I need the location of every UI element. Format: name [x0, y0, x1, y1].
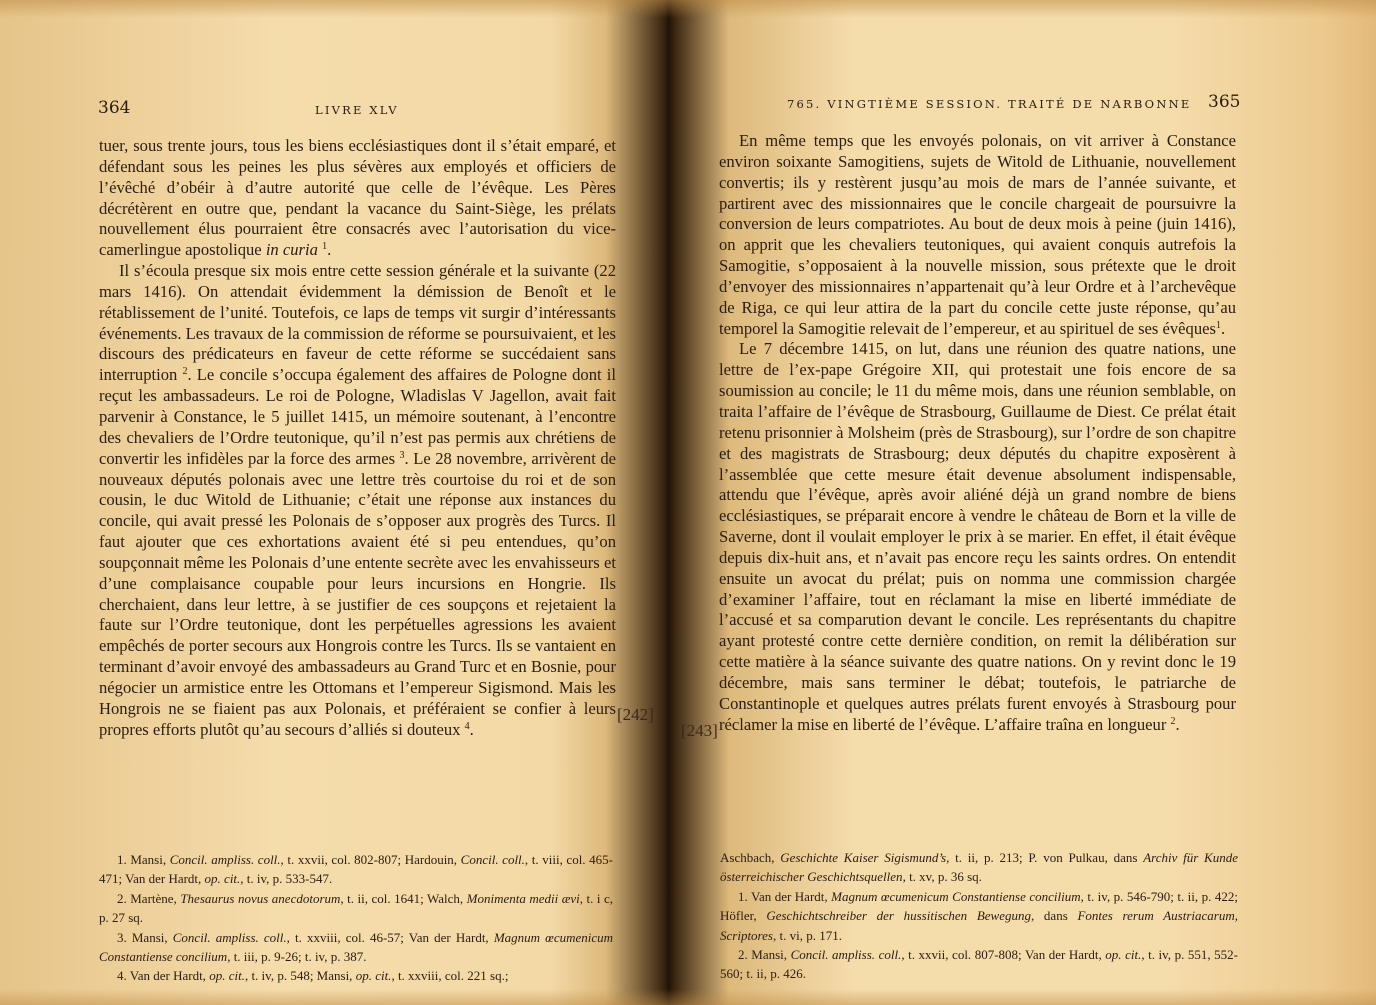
italic-text: Concil. coll. [460, 852, 525, 867]
footnote [99, 966, 613, 985]
text-run: 2. Martène, [117, 890, 181, 906]
text-run: tuer, sous trente jours, tous les biens ecclésiastiques dont il s’était emparé, et défendant sous les peines les plus sévères aux employés et officiers de l’évêché d’obéir à d’autre autorité que celle de l’évêque. Les Pères décrétèrent en outre que, pendant la vacance du Saint-Siège, les prélats nouvellement élus pourraient être consacrés avec l’autorisation du vice-camerlingue apostolique [99, 136, 616, 260]
right-margin-marker: [243] [681, 721, 718, 740]
text-run: , t. xv, p. 36 sq. [902, 869, 982, 885]
text-run: Aschbach, [720, 850, 781, 865]
italic-text: Concil. ampliss. coll. [172, 929, 287, 945]
text-run: , t. iv, p. 546-790; t. ii, p. 422; Höfler, [720, 888, 1238, 924]
text-run: Il s’écoula presque six mois entre cette session générale et la suivante (22 mars 1416). On attendait évidemment la démission de Benoît et le rétablissement de l’unité. Toutefois, ce laps de temps vit surgir d’intéressants événements. Les travaux de la commission de réforme se poursuivaient, et les discours des prédicateurs en faveur de cette réforme se succédaient sans interruption [99, 261, 616, 385]
text-run: , t. i c, p. 27 sq. [99, 890, 613, 926]
right-paragraph-list [719, 131, 1236, 735]
footnote [720, 887, 1238, 945]
text-run: , t. vi, p. 171. [772, 927, 842, 943]
italic-text: op. cit. [204, 871, 241, 887]
left-footnote-list [99, 850, 613, 986]
text-run: . Le concile s’occupa également des affaires de Pologne dont il reçut les ambassadeurs. Le roi de Pologne, Wladislas V Jagellon, avait fait parvenir à Constance, le 5 juillet 1415, un mémoire soutenant, à l’encontre des chevaliers de l’Ordre teutonique, qu’il n’est pas permis aux chrétiens de convertir les infidèles par la force des armes [99, 365, 617, 468]
italic-text: Monimenta medii ævi [466, 890, 580, 906]
text-run: , t. iv, p. 548; Mansi, [244, 968, 356, 984]
text-run: 1. Van der Hardt, [738, 888, 832, 904]
right-page-number: 365 [1208, 92, 1241, 112]
text-run: . [469, 719, 474, 739]
footnote-reference: 2 [1170, 715, 1176, 727]
italic-text: op. cit. [209, 968, 245, 984]
text-run: , t. iv, p. 551, 552-560; t. ii, p. 426. [720, 947, 1239, 982]
page-edge-top [0, 0, 1376, 18]
paragraph [719, 131, 1236, 339]
paragraph [719, 339, 1236, 735]
text-run: 3. Mansi, [117, 929, 173, 945]
italic-text: op. cit. [355, 968, 392, 984]
right-footnotes [720, 848, 1238, 984]
left-paragraph-list [99, 136, 616, 740]
text-run: , t. xxvii, col. 807-808; Van der Hardt, [901, 947, 1106, 963]
text-run: , t. ii, col. 1641; Walch, [340, 890, 467, 906]
text-run: . [1220, 318, 1226, 338]
text-run: 2. Mansi, [738, 947, 791, 963]
italic-text: Fontes rerum Austriacarum, Scriptores [720, 908, 1238, 943]
page-edge-bottom [0, 989, 1376, 1005]
italic-text: Concil. ampliss. coll. [790, 947, 902, 963]
left-body-text [99, 136, 616, 740]
footnote [720, 848, 1238, 887]
text-run: 4. Van der Hardt, [117, 968, 210, 984]
right-running-title: 765. VINGTIÈME SESSION. TRAITÉ DE NARBONNE [787, 97, 1192, 111]
paragraph [99, 136, 616, 261]
text-run: 1. Mansi, [117, 852, 170, 867]
right-footnote-list [720, 848, 1238, 984]
footnote-reference: 1 [1215, 319, 1221, 331]
italic-text: op. cit. [1105, 947, 1142, 963]
text-run: En même temps que les envoyés polonais, on vit arriver à Constance environ soixante Samogitiens, sujets de Witold de Lithuanie, nouvellement convertis; ils y restèrent jusqu’au mois de mars de l’année suivante, et partirent avec des missionnaires que le concile chargeait de poursuivre la conversion de leurs compatriotes. Au bout de deux mois à peine (juin 1416), on apprit que les chevaliers teutoniques, qui avaient conquis autrefois la Samogitie, s’opposaient à la nouvelle mission, sous prétexte que le droit d’envoyer des missionnaires n’appartenait qu’à leur Ordre et à l’archevêque de Riga, ce qui leur attira de la part du concile cette juste réponse, qu’au temporel la Samogitie relevait de l’empereur, et au spirituel de ses évêques [719, 131, 1236, 338]
italic-text: Concil. ampliss. coll. [169, 852, 281, 867]
italic-text: Thesaurus novus anecdotorum [180, 890, 341, 906]
footnote-reference: 1 [322, 241, 328, 253]
left-margin-marker: [242] [617, 705, 654, 724]
right-body-text [719, 131, 1236, 735]
footnote-reference: 4 [464, 720, 470, 732]
footnote [720, 945, 1238, 984]
footnote [99, 850, 613, 889]
text-run: , t. viii, col. 465-471; Van der Hardt, [99, 852, 613, 887]
footnote [99, 928, 613, 967]
text-run: , t. ii, p. 213; P. von Pulkau, dans [946, 850, 1144, 865]
footnote [99, 889, 613, 928]
left-footnotes [99, 850, 613, 986]
paragraph [99, 261, 616, 740]
text-run: . [327, 240, 332, 260]
footnote-reference: 2 [182, 366, 188, 378]
text-run: . Le 28 novembre, arrivèrent de nouveaux députés polonais avec une lettre très courtoise du roi et de son cousin, le duc Witold de Lithuanie; c’était une réponse aux instances du concile, qui avait pressé les Polonais de s’opposer aux progrès des Turcs. Il faut ajouter que ces exhortations avaient été si peu entendues, qu’on soupçonnait même les Polonais d’une entente secrète avec les envahisseurs et d’une complaisance coupable pour leurs incursions en Hongrie. Ils cherchaient, dans leur lettre, à se justifier de ces soupçons et rejetaient la faute sur l’Ordre teutonique, dont les perpétuelles agressions les avaient empêchés de porter secours aux Hongrois contre les Turcs. Ils se vantaient en terminant d’avoir envoyé des ambassadeurs au Grand Turc et en Bosnie, pour négocier un armistice entre les Ottomans et l’empereur Sigismond. Mais les Hongrois ne se fiaient pas aux Polonais, et préféraient se confier à leurs propres efforts plutôt qu’au secours d’alliés si douteux [99, 448, 616, 739]
italic-text: in curia [265, 240, 318, 260]
left-page-number: 364 [98, 98, 131, 118]
text-run: , t. xxviii, col. 221 sq.; [391, 968, 509, 984]
italic-text: Geschichtschreiber der hussitischen Bewegung [766, 908, 1031, 924]
text-run: , t. xxvii, col. 802-807; Hardouin, [280, 852, 461, 867]
footnote-reference: 3 [399, 449, 405, 461]
italic-text: Geschichte Kaiser Sigismund’s [780, 850, 947, 865]
italic-text: Magnum œcumenicum Constantiense concilium [99, 929, 614, 965]
italic-text: Magnum œcumenicum Constantiense concilium [831, 888, 1081, 904]
text-run: , t. iii, p. 9-26; t. iv, p. 387. [227, 949, 367, 965]
text-run: Le 7 décembre 1415, on lut, dans une réunion des quatre nations, une lettre de l’ex-pape Grégoire XII, qui protestait une fois encore de sa soumission au concile; le 11 du même mois, dans une réunion semblable, on traita l’affaire de l’évêque de Strasbourg, Guillaume de Diest. Ce prélat était retenu prisonnier à Molsheim (près de Strasbourg), sur l’ordre de son chapitre et des magistrats de Strasbourg; deux députés du chapitre exposèrent à l’assemblée que cette mesure était devenue absolument indispensable, attendu que l’évêque, après avoir aliéné déjà un grand nombre de biens ecclésiastiques, se préparait encore à vendre le château de Born et la ville de Saverne, dont il voulait employer le prix à se marier. En effet, il était évêque depuis dix-huit ans, et n’avait pas encore reçu les saints ordres. On entendit ensuite un avocat du prélat; puis on nomma une commission chargée d’examiner l’affaire, tout en réclamant la mise en liberté immédiate de l’accusé et sa comparution devant le concile. Les représentants du chapitre ayant protesté contre cette dernière condition, on remit la délibération sur cette matière à la séance suivante des quatre nations. On y revint donc le 19 décembre, mais sans terminer le débat; toutefois, le patriarche de Constantinople et quelques autres prélats furent envoyés à Strasbourg pour réclamer la mise en liberté de l’évêque. L’affaire traîna en longueur [719, 339, 1236, 734]
text-run: , t. xxviii, col. 46-57; Van der Hardt, [286, 929, 494, 945]
text-run: , t. iv, p. 533-547. [240, 871, 333, 887]
italic-text: Archiv für Kunde österreichischer Geschichtsquellen [720, 850, 1238, 885]
text-run: , dans [1031, 908, 1078, 924]
text-run: . [1175, 714, 1180, 734]
left-running-title: LIVRE XLV [315, 103, 399, 117]
